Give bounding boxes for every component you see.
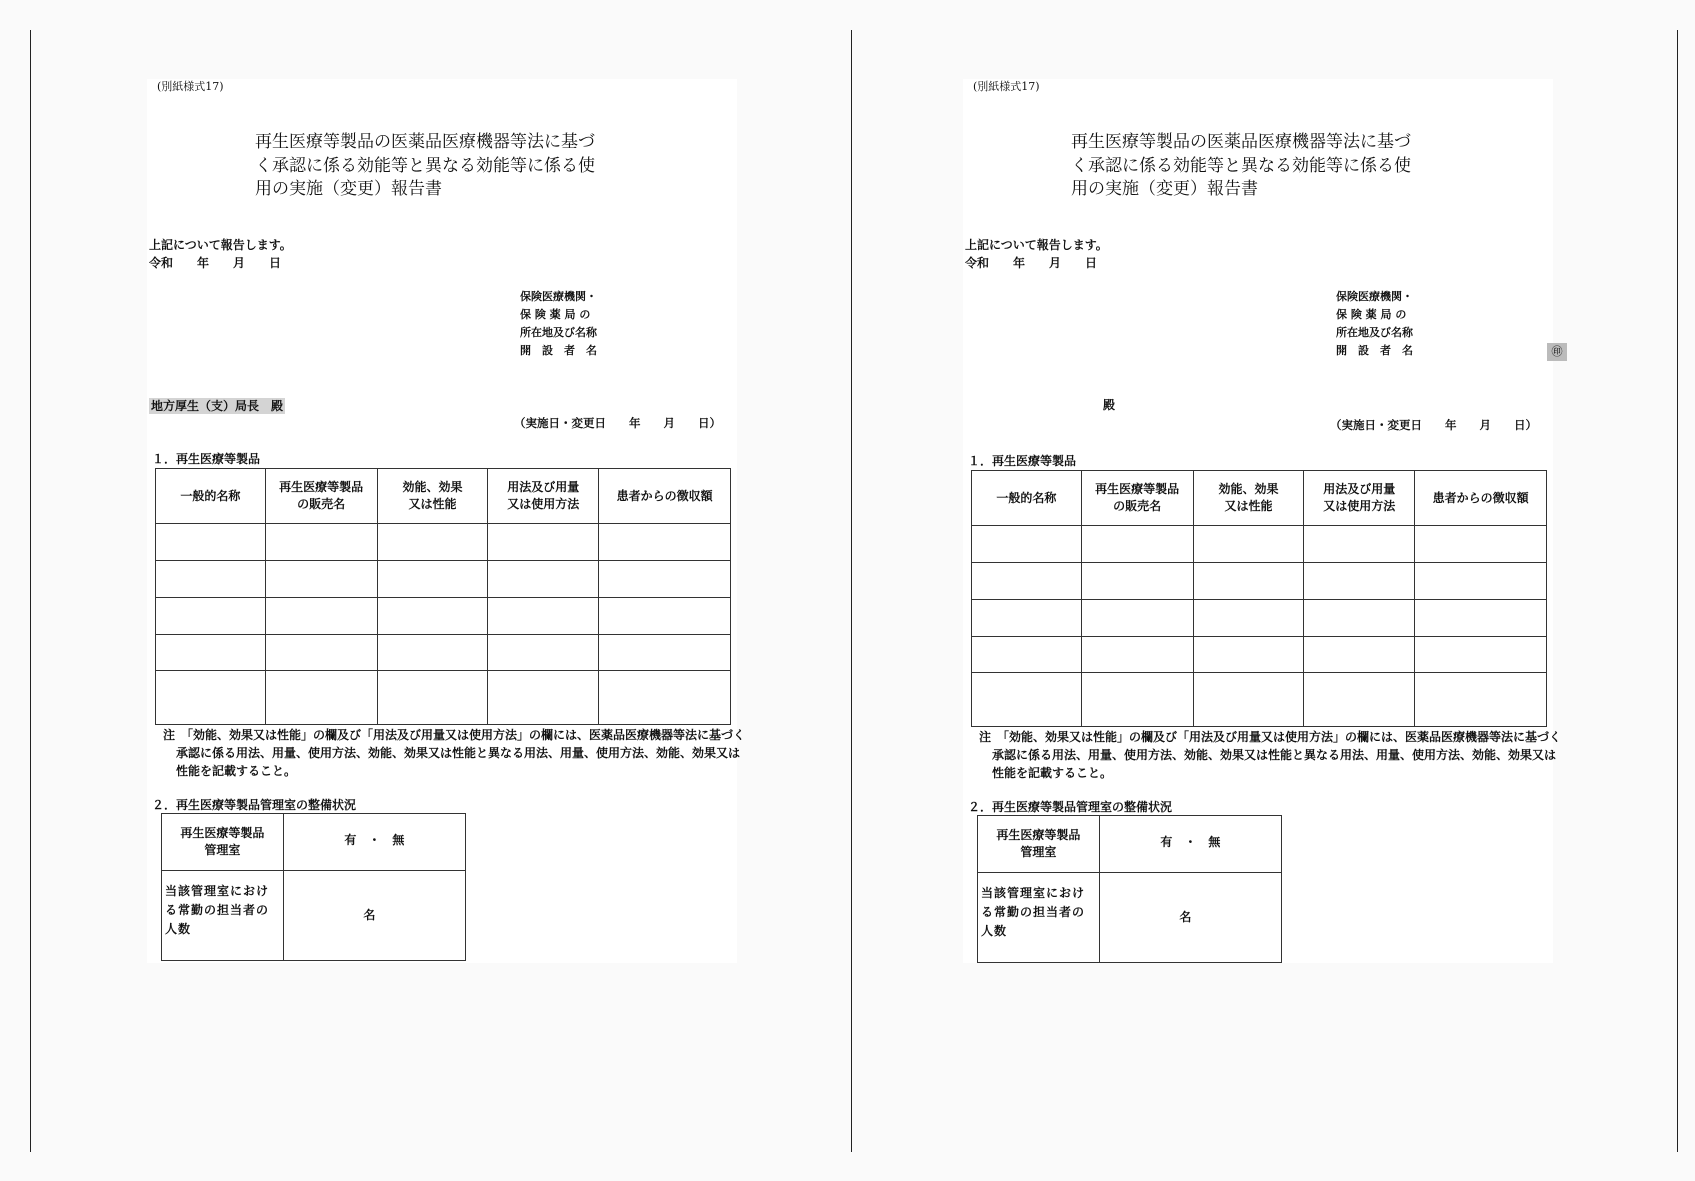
table-row: [978, 873, 1282, 963]
date-line: 令和 年 月 日: [149, 256, 282, 270]
table-cell[interactable]: [377, 524, 488, 561]
column-header: 再生医療等製品 の販売名: [1081, 471, 1193, 526]
table-row: [156, 635, 731, 671]
table-row: [156, 598, 731, 635]
section2-heading: ２．再生医療等製品管理室の整備状況: [968, 800, 1173, 814]
management-room-table: [161, 813, 466, 961]
institution-label: 開 設 者 名: [520, 344, 597, 357]
table-cell[interactable]: [488, 524, 599, 561]
section1-heading: １．再生医療等製品: [152, 452, 261, 466]
table-row: [972, 563, 1547, 600]
date-line: 令和 年 月 日: [965, 256, 1098, 270]
table-cell[interactable]: [1415, 600, 1547, 637]
column-header: 効能、効果 又は性能: [377, 469, 488, 524]
table-row: [972, 637, 1547, 673]
table-row: [972, 526, 1547, 563]
section1-heading: １．再生医療等製品: [968, 454, 1077, 468]
report-statement: 上記について報告します。: [965, 238, 1108, 252]
column-header: 患者からの徴収額: [1415, 471, 1547, 526]
table-cell[interactable]: [1304, 563, 1415, 600]
table-cell[interactable]: [488, 635, 599, 671]
table-cell[interactable]: [156, 524, 266, 561]
table-cell[interactable]: [599, 524, 731, 561]
table-note: 注 「効能、効果又は性能」の欄及び「用法及び用量又は使用方法」の欄には、医薬品医療機器等法に基づく承認に係る用法、用量、使用方法、効能、効果又は性能と異なる用法、用量、使用方法、効能、効果又は性能を記載すること。: [163, 728, 746, 778]
document-title: 再生医療等製品の医薬品医療機器等法に基づ く承認に係る効能等と異なる効能等に係る使 用の実施（変更）報告書: [255, 132, 595, 199]
table-cell[interactable]: [972, 637, 1082, 673]
table-cell[interactable]: [156, 598, 266, 635]
table-cell[interactable]: [972, 526, 1082, 563]
institution-block: [1336, 290, 1413, 362]
document-title: 再生医療等製品の医薬品医療機器等法に基づ く承認に係る効能等と異なる効能等に係る使 用の実施（変更）報告書: [1071, 132, 1411, 199]
table-cell[interactable]: [377, 598, 488, 635]
institution-label: 保 険 薬 局 の: [1336, 308, 1407, 321]
products-table: [155, 468, 731, 725]
table-row: [156, 524, 731, 561]
table-cell[interactable]: [1081, 563, 1193, 600]
table-cell[interactable]: [265, 598, 377, 635]
table-cell[interactable]: [972, 673, 1082, 727]
addressee: 殿: [1103, 398, 1116, 412]
institution-label: 所在地及び名称: [520, 326, 597, 339]
column-header: 効能、効果 又は性能: [1193, 471, 1304, 526]
implementation-date: （実施日・変更日 年 月 日）: [514, 416, 721, 430]
table-cell[interactable]: [265, 524, 377, 561]
form-number: (別紙様式17): [157, 80, 224, 93]
staff-count-value[interactable]: 名: [283, 871, 465, 961]
table-cell[interactable]: [1304, 600, 1415, 637]
column-header: 一般的名称: [972, 471, 1082, 526]
table-row: [162, 871, 466, 961]
table-cell[interactable]: [1415, 673, 1547, 727]
table-cell[interactable]: [599, 671, 731, 725]
table-cell[interactable]: [1415, 526, 1547, 563]
column-header: 一般的名称: [156, 469, 266, 524]
table-cell[interactable]: [488, 561, 599, 598]
table-cell[interactable]: [265, 561, 377, 598]
table-cell[interactable]: [156, 671, 266, 725]
form-number: (別紙様式17): [973, 80, 1040, 93]
table-header-row: [972, 471, 1547, 526]
staff-count-label: 当該管理室における常勤の担当者の人数: [978, 873, 1100, 963]
institution-label: 所在地及び名称: [1336, 326, 1413, 339]
table-cell[interactable]: [599, 635, 731, 671]
table-cell[interactable]: [377, 671, 488, 725]
table-cell[interactable]: [377, 561, 488, 598]
table-cell[interactable]: [1415, 563, 1547, 600]
institution-label: 保 険 薬 局 の: [520, 308, 591, 321]
table-cell[interactable]: [599, 561, 731, 598]
table-row: [162, 814, 466, 871]
table-cell[interactable]: [1193, 563, 1304, 600]
section2-heading: ２．再生医療等製品管理室の整備状況: [152, 798, 357, 812]
report-statement: 上記について報告します。: [149, 238, 292, 252]
table-cell[interactable]: [972, 600, 1082, 637]
institution-label: 保険医療機関・: [520, 290, 597, 303]
room-availability[interactable]: 有 ・ 無: [283, 814, 465, 871]
table-cell[interactable]: [1415, 637, 1547, 673]
table-cell[interactable]: [1193, 600, 1304, 637]
document-page: [816, 0, 1666, 1181]
table-row: [972, 673, 1547, 727]
column-header: 患者からの徴収額: [599, 469, 731, 524]
table-cell[interactable]: [265, 635, 377, 671]
column-header: 再生医療等製品 の販売名: [265, 469, 377, 524]
room-label: 再生医療等製品 管理室: [978, 816, 1100, 873]
table-cell[interactable]: [265, 671, 377, 725]
table-cell[interactable]: [156, 635, 266, 671]
institution-label: 保険医療機関・: [1336, 290, 1413, 303]
room-label: 再生医療等製品 管理室: [162, 814, 284, 871]
table-cell[interactable]: [1081, 526, 1193, 563]
table-row: [978, 816, 1282, 873]
products-table: [971, 470, 1547, 727]
table-note: 注 「効能、効果又は性能」の欄及び「用法及び用量又は使用方法」の欄には、医薬品医療機器等法に基づく承認に係る用法、用量、使用方法、効能、効果又は性能と異なる用法、用量、使用方法、効能、効果又は性能を記載すること。: [979, 730, 1562, 780]
table-cell[interactable]: [1193, 637, 1304, 673]
room-availability[interactable]: 有 ・ 無: [1099, 816, 1281, 873]
table-header-row: [156, 469, 731, 524]
table-cell[interactable]: [488, 671, 599, 725]
table-row: [156, 561, 731, 598]
management-room-table: [977, 815, 1282, 963]
table-cell[interactable]: [1304, 673, 1415, 727]
institution-block: [520, 290, 597, 362]
staff-count-label: 当該管理室における常勤の担当者の人数: [162, 871, 284, 961]
table-row: [972, 600, 1547, 637]
table-cell[interactable]: [1081, 637, 1193, 673]
staff-count-value[interactable]: 名: [1099, 873, 1281, 963]
institution-label: 開 設 者 名: [1336, 344, 1413, 357]
table-cell[interactable]: [1081, 600, 1193, 637]
page-border-right: [1677, 30, 1678, 1152]
table-cell[interactable]: [156, 561, 266, 598]
implementation-date: （実施日・変更日 年 月 日）: [1330, 418, 1537, 432]
column-header: 用法及び用量 又は使用方法: [488, 469, 599, 524]
table-cell[interactable]: [1304, 526, 1415, 563]
table-cell[interactable]: [599, 598, 731, 635]
seal-stamp: ㊞: [1547, 343, 1567, 361]
table-cell[interactable]: [1081, 673, 1193, 727]
table-cell[interactable]: [1193, 673, 1304, 727]
column-header: 用法及び用量 又は使用方法: [1304, 471, 1415, 526]
addressee: 地方厚生（支）局長 殿: [151, 399, 284, 413]
table-cell[interactable]: [1304, 637, 1415, 673]
table-cell[interactable]: [488, 598, 599, 635]
table-cell[interactable]: [972, 563, 1082, 600]
table-cell[interactable]: [1193, 526, 1304, 563]
table-row: [156, 671, 731, 725]
table-cell[interactable]: [377, 635, 488, 671]
